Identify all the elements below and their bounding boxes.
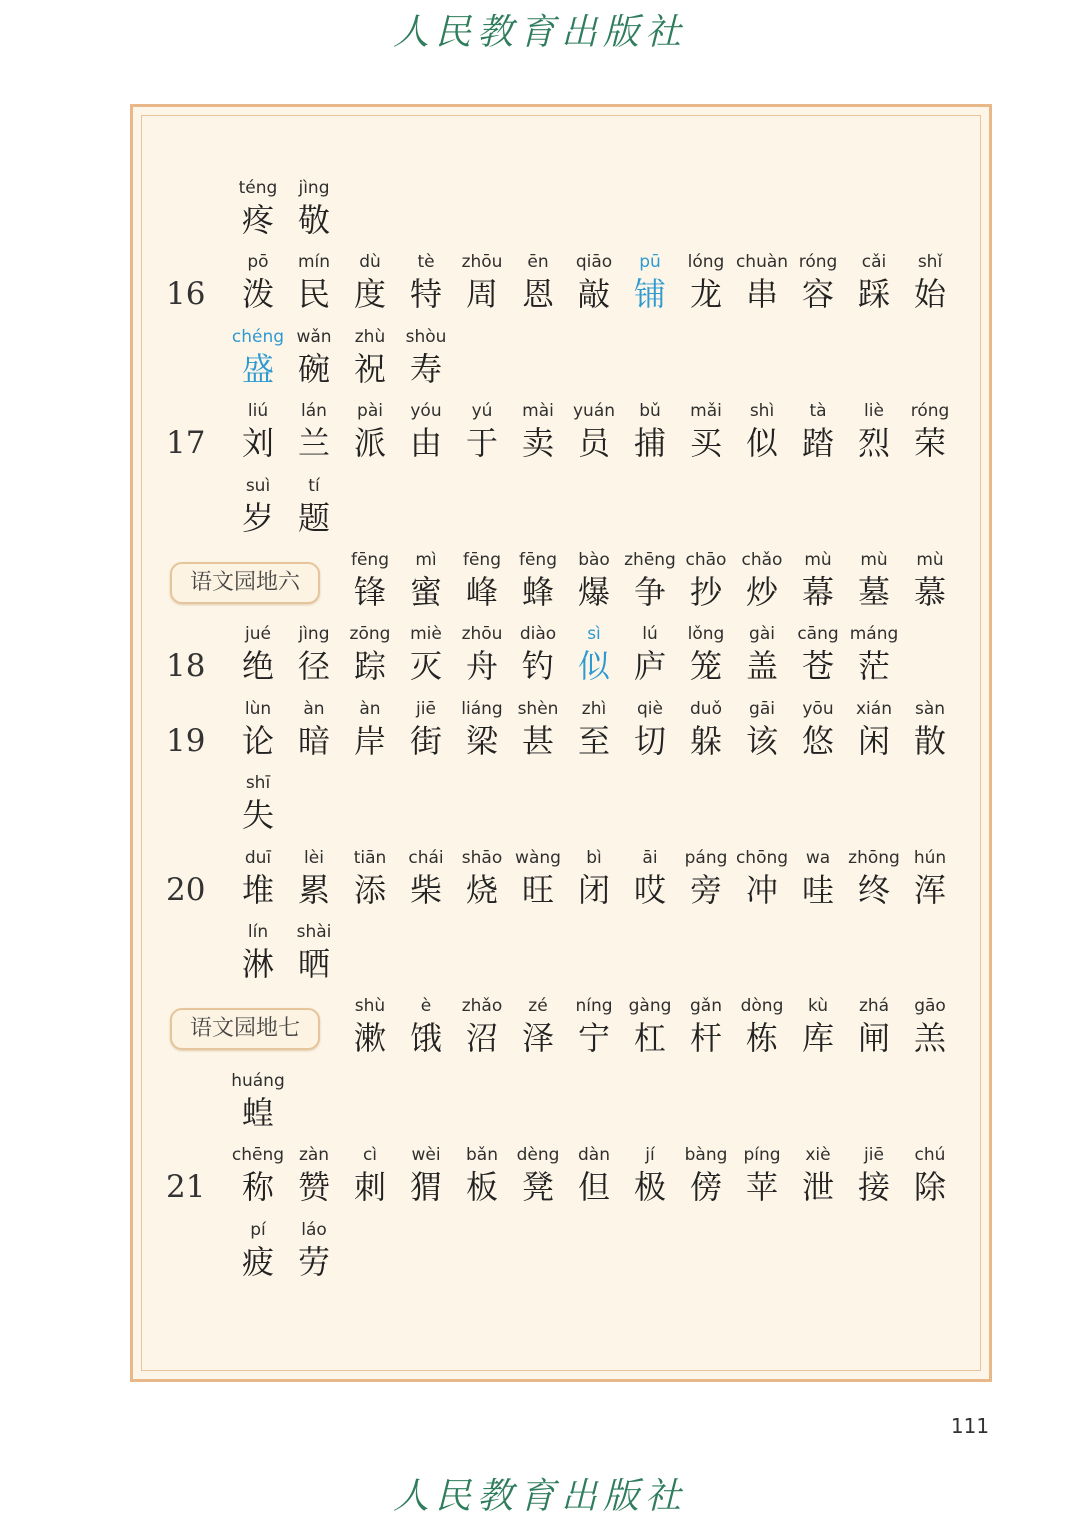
pinyin: cǎi — [861, 252, 887, 273]
pinyin: mù — [916, 550, 944, 570]
hanzi: 除 — [913, 1168, 946, 1207]
pinyin: jìng — [298, 624, 330, 645]
hanzi: 铺 — [633, 275, 666, 314]
pinyin: yōu — [802, 698, 834, 719]
hanzi: 浑 — [913, 870, 946, 909]
pinyin: miè — [410, 624, 442, 645]
pinyin: huáng — [231, 1070, 285, 1091]
hanzi: 踪 — [353, 647, 386, 686]
lesson-number: 19 — [166, 722, 206, 759]
hanzi: 幕 — [801, 573, 834, 611]
hanzi: 茫 — [857, 647, 890, 686]
pinyin: wǎn — [296, 326, 332, 347]
pinyin: lǒng — [687, 624, 725, 645]
pinyin: mǎi — [690, 401, 722, 422]
vocab-row — [0, 918, 1080, 992]
hanzi: 闭 — [577, 870, 610, 909]
hanzi: 员 — [577, 424, 610, 463]
pinyin: lèi — [304, 847, 324, 868]
pinyin: róng — [798, 252, 838, 273]
hanzi: 买 — [689, 424, 722, 463]
vocab-row — [0, 769, 1080, 843]
hanzi: 卖 — [521, 424, 554, 463]
pinyin: liè — [864, 401, 884, 422]
hanzi: 该 — [745, 721, 778, 760]
char-cell — [902, 248, 958, 322]
pinyin: mín — [297, 252, 331, 273]
vocab-row — [0, 1216, 1080, 1290]
hanzi: 庐 — [633, 647, 666, 686]
pinyin: suì — [245, 475, 271, 496]
pinyin: chéng — [231, 326, 285, 347]
vocab-row — [0, 992, 1080, 1066]
hanzi: 甚 — [521, 721, 554, 760]
pinyin: zhēng — [624, 550, 676, 570]
vocab-row — [0, 174, 1080, 248]
hanzi: 恩 — [521, 275, 554, 314]
vocab-row — [0, 472, 1080, 546]
hanzi: 荣 — [913, 424, 946, 463]
pinyin: pí — [250, 1219, 266, 1240]
pinyin: lóng — [687, 252, 725, 273]
hanzi: 兰 — [297, 424, 330, 463]
hanzi: 但 — [577, 1168, 610, 1207]
hanzi: 切 — [633, 721, 666, 760]
hanzi: 笼 — [689, 647, 722, 686]
pinyin: bǎn — [466, 1145, 498, 1166]
char-cell — [902, 397, 958, 471]
hanzi: 周 — [465, 275, 498, 314]
pinyin: duī — [244, 847, 272, 868]
hanzi: 柴 — [409, 870, 442, 909]
pinyin: chāo — [685, 550, 727, 570]
pinyin: ēn — [527, 252, 549, 273]
pinyin: téng — [238, 178, 278, 198]
hanzi: 题 — [297, 498, 330, 537]
pinyin: fēng — [350, 550, 389, 570]
pinyin: bǔ — [639, 401, 661, 422]
hanzi: 哎 — [633, 870, 666, 909]
pinyin: àn — [303, 698, 325, 719]
hanzi: 由 — [409, 424, 442, 463]
char-cell — [902, 695, 958, 769]
pinyin: lùn — [244, 698, 272, 719]
hanzi: 烧 — [465, 870, 498, 909]
char-cell — [398, 323, 454, 397]
vocab-row — [0, 1141, 1080, 1215]
hanzi: 爆 — [577, 573, 610, 611]
vocab-row — [0, 695, 1080, 769]
hanzi: 傍 — [689, 1168, 722, 1207]
pinyin: lán — [301, 401, 327, 422]
hanzi: 度 — [353, 275, 386, 314]
pinyin: shǐ — [917, 252, 943, 273]
pinyin: gāi — [749, 698, 775, 719]
pinyin: shèn — [517, 698, 559, 719]
pinyin: fēng — [462, 550, 501, 570]
hanzi: 岁 — [241, 498, 274, 537]
hanzi: 墓 — [857, 573, 890, 611]
pinyin: gàng — [628, 996, 672, 1017]
hanzi: 晒 — [297, 945, 330, 983]
hanzi: 灭 — [409, 647, 442, 686]
hanzi: 街 — [409, 721, 442, 760]
hanzi: 苍 — [801, 647, 834, 686]
pinyin: yóu — [410, 401, 442, 422]
hanzi: 苹 — [745, 1168, 778, 1207]
lesson-number: 21 — [166, 1169, 206, 1206]
pinyin: páng — [684, 847, 728, 868]
hanzi: 累 — [297, 870, 330, 909]
hanzi: 敬 — [297, 201, 330, 239]
pinyin: mù — [860, 550, 888, 570]
hanzi: 泽 — [521, 1019, 554, 1058]
pinyin: zhōng — [848, 847, 900, 868]
lesson-number: 17 — [166, 425, 206, 462]
hanzi: 似 — [745, 424, 778, 463]
pinyin: shòu — [405, 326, 447, 347]
hanzi: 疲 — [241, 1242, 274, 1281]
hanzi: 容 — [801, 275, 834, 314]
pinyin: zōng — [349, 624, 391, 645]
hanzi: 库 — [801, 1019, 834, 1058]
hanzi: 接 — [857, 1168, 890, 1207]
char-cell — [286, 1216, 342, 1290]
hanzi: 派 — [353, 424, 386, 463]
hanzi: 踩 — [857, 275, 890, 314]
hanzi: 杆 — [689, 1019, 722, 1058]
pinyin: bào — [578, 550, 610, 570]
pinyin: sì — [587, 624, 601, 645]
char-cell — [902, 992, 958, 1066]
char-cell — [230, 1067, 286, 1141]
hanzi: 峰 — [465, 573, 498, 611]
pinyin: mì — [415, 550, 437, 570]
hanzi: 龙 — [689, 275, 722, 314]
vocab-row — [0, 1067, 1080, 1141]
pinyin: kù — [807, 996, 829, 1017]
pinyin: chōng — [735, 847, 789, 868]
hanzi: 岸 — [353, 721, 386, 760]
pinyin: qiè — [637, 698, 663, 719]
hanzi: 盛 — [241, 349, 274, 388]
vocab-row — [0, 323, 1080, 397]
hanzi: 躲 — [689, 721, 722, 760]
hanzi: 凳 — [521, 1168, 554, 1207]
hanzi: 闲 — [857, 721, 890, 760]
pinyin: qiāo — [575, 252, 613, 273]
pinyin: āi — [642, 847, 658, 868]
hanzi: 散 — [913, 721, 946, 760]
pinyin: lín — [247, 922, 269, 942]
hanzi: 赞 — [297, 1168, 330, 1207]
hanzi: 堆 — [241, 870, 274, 909]
hanzi: 抄 — [689, 573, 722, 611]
pinyin: zé — [528, 996, 548, 1017]
pinyin: cāng — [797, 624, 839, 645]
hanzi: 碗 — [297, 349, 330, 388]
pinyin: chái — [408, 847, 444, 868]
hanzi: 祝 — [353, 349, 386, 388]
pinyin: dèng — [516, 1145, 560, 1166]
vocab-row — [0, 844, 1080, 918]
garden-label: 语文园地六 — [170, 562, 320, 604]
pinyin: píng — [743, 1145, 781, 1166]
pinyin: jiē — [864, 1145, 884, 1166]
hanzi: 盖 — [745, 647, 778, 686]
pinyin: cì — [362, 1145, 378, 1166]
hanzi: 捕 — [633, 424, 666, 463]
hanzi: 刘 — [241, 424, 274, 463]
pinyin: chuàn — [735, 252, 789, 273]
pinyin: dàn — [578, 1145, 610, 1166]
pinyin: wàng — [515, 847, 561, 868]
pinyin: zhì — [581, 698, 607, 719]
hanzi: 民 — [297, 275, 330, 314]
hanzi: 泼 — [241, 275, 274, 314]
lesson-number: 18 — [166, 648, 206, 685]
hanzi: 串 — [745, 275, 778, 314]
pinyin: pō — [247, 252, 269, 273]
pinyin: mù — [804, 550, 832, 570]
pinyin: bàng — [684, 1145, 728, 1166]
pinyin: bì — [586, 847, 602, 868]
hanzi: 哇 — [801, 870, 834, 909]
pinyin: zhǎo — [461, 996, 503, 1017]
publisher-logo-bottom: 人民教育出版社 — [392, 1476, 687, 1517]
hanzi: 暗 — [297, 721, 330, 760]
pinyin: lú — [642, 624, 658, 645]
pinyin: jìng — [298, 178, 330, 198]
lesson-number: 16 — [166, 276, 206, 313]
char-cell — [286, 174, 342, 248]
hanzi: 似 — [577, 647, 610, 686]
pinyin: gài — [749, 624, 775, 645]
hanzi: 旺 — [521, 870, 554, 909]
hanzi: 疼 — [241, 201, 274, 239]
pinyin: liáng — [461, 698, 503, 719]
pinyin: róng — [910, 401, 950, 422]
pinyin: jí — [645, 1145, 655, 1166]
hanzi: 烈 — [857, 424, 890, 463]
hanzi: 敲 — [577, 275, 610, 314]
pinyin: dòng — [740, 996, 784, 1017]
pinyin: zàn — [298, 1145, 330, 1166]
hanzi: 于 — [465, 424, 498, 463]
hanzi: 寿 — [409, 349, 442, 388]
pinyin: àn — [359, 698, 381, 719]
hanzi: 劳 — [297, 1242, 330, 1281]
hanzi: 冲 — [745, 870, 778, 909]
pinyin: tè — [417, 252, 435, 273]
hanzi: 锋 — [353, 573, 386, 611]
char-cell — [902, 1141, 958, 1215]
pinyin: xiè — [805, 1145, 831, 1166]
hanzi: 添 — [353, 870, 386, 909]
hanzi: 始 — [913, 275, 946, 314]
hanzi: 争 — [633, 573, 666, 611]
hanzi: 淋 — [241, 945, 274, 983]
publisher-logo-top: 人民教育出版社 — [392, 12, 687, 53]
garden-label: 语文园地七 — [170, 1008, 320, 1050]
hanzi: 绝 — [241, 647, 274, 686]
pinyin: láo — [301, 1219, 327, 1240]
char-cell — [286, 918, 342, 992]
pinyin: shī — [245, 773, 271, 794]
pinyin: chēng — [231, 1145, 285, 1166]
char-cell — [230, 769, 286, 843]
pinyin: pài — [357, 401, 383, 422]
hanzi: 沼 — [465, 1019, 498, 1058]
pinyin: wa — [805, 847, 831, 868]
pinyin: zhá — [858, 996, 890, 1017]
pinyin: yuán — [572, 401, 616, 422]
hanzi: 羔 — [913, 1019, 946, 1058]
hanzi: 蜂 — [521, 573, 554, 611]
lesson-number: 20 — [166, 871, 206, 908]
pinyin: gǎn — [690, 996, 722, 1017]
pinyin: gāo — [914, 996, 946, 1017]
pinyin: mài — [522, 401, 554, 422]
hanzi: 舟 — [465, 647, 498, 686]
hanzi: 至 — [577, 721, 610, 760]
pinyin: è — [420, 996, 432, 1017]
pinyin: hún — [913, 847, 947, 868]
vocab-row — [0, 248, 1080, 322]
pinyin: shì — [749, 401, 775, 422]
pinyin: zhù — [354, 326, 386, 347]
vocab-row — [0, 546, 1080, 620]
hanzi: 泄 — [801, 1168, 834, 1207]
hanzi: 旁 — [689, 870, 722, 909]
hanzi: 失 — [241, 796, 274, 835]
hanzi: 终 — [857, 870, 890, 909]
hanzi: 杠 — [633, 1019, 666, 1058]
hanzi: 蜜 — [409, 573, 442, 611]
pinyin: chǎo — [741, 550, 783, 570]
hanzi: 踏 — [801, 424, 834, 463]
pinyin: fēng — [518, 550, 557, 570]
pinyin: tí — [308, 475, 320, 496]
hanzi: 极 — [633, 1168, 666, 1207]
hanzi: 论 — [241, 721, 274, 760]
pinyin: zhōu — [461, 252, 503, 273]
pinyin: yú — [471, 401, 493, 422]
hanzi: 蝗 — [241, 1093, 274, 1132]
pinyin: dù — [359, 252, 381, 273]
pinyin: shāo — [461, 847, 503, 868]
vocab-row — [0, 397, 1080, 471]
char-cell — [846, 620, 902, 694]
hanzi: 特 — [409, 275, 442, 314]
char-cell — [286, 472, 342, 546]
hanzi: 慕 — [913, 573, 946, 611]
hanzi: 称 — [241, 1168, 274, 1207]
pinyin: jiē — [416, 698, 436, 719]
hanzi: 板 — [465, 1168, 498, 1207]
hanzi: 梁 — [465, 721, 498, 760]
hanzi: 栋 — [745, 1019, 778, 1058]
pinyin: níng — [575, 996, 613, 1017]
pinyin: shù — [354, 996, 386, 1017]
pinyin: jué — [245, 624, 271, 645]
pinyin: tiān — [353, 847, 387, 868]
pinyin: liú — [247, 401, 269, 422]
page-number: 111 — [950, 1414, 990, 1438]
hanzi: 炒 — [745, 573, 778, 611]
vocab-row — [0, 620, 1080, 694]
hanzi: 闸 — [857, 1019, 890, 1058]
pinyin: duǒ — [690, 698, 722, 719]
pinyin: xián — [856, 698, 892, 719]
hanzi: 漱 — [353, 1019, 386, 1058]
hanzi: 径 — [297, 647, 330, 686]
char-cell — [902, 546, 958, 620]
hanzi: 刺 — [353, 1168, 386, 1207]
pinyin: pū — [639, 252, 661, 273]
pinyin: wèi — [411, 1145, 441, 1166]
hanzi: 钓 — [521, 647, 554, 686]
char-cell — [902, 844, 958, 918]
pinyin: zhōu — [461, 624, 503, 645]
hanzi: 饿 — [409, 1019, 442, 1058]
pinyin: sàn — [914, 698, 946, 719]
pinyin: máng — [849, 624, 899, 645]
hanzi: 猬 — [409, 1168, 442, 1207]
hanzi: 宁 — [577, 1019, 610, 1058]
hanzi: 悠 — [801, 721, 834, 760]
pinyin: shài — [296, 922, 332, 942]
pinyin: diào — [519, 624, 557, 645]
pinyin: tà — [809, 401, 827, 422]
pinyin: chú — [914, 1145, 946, 1166]
